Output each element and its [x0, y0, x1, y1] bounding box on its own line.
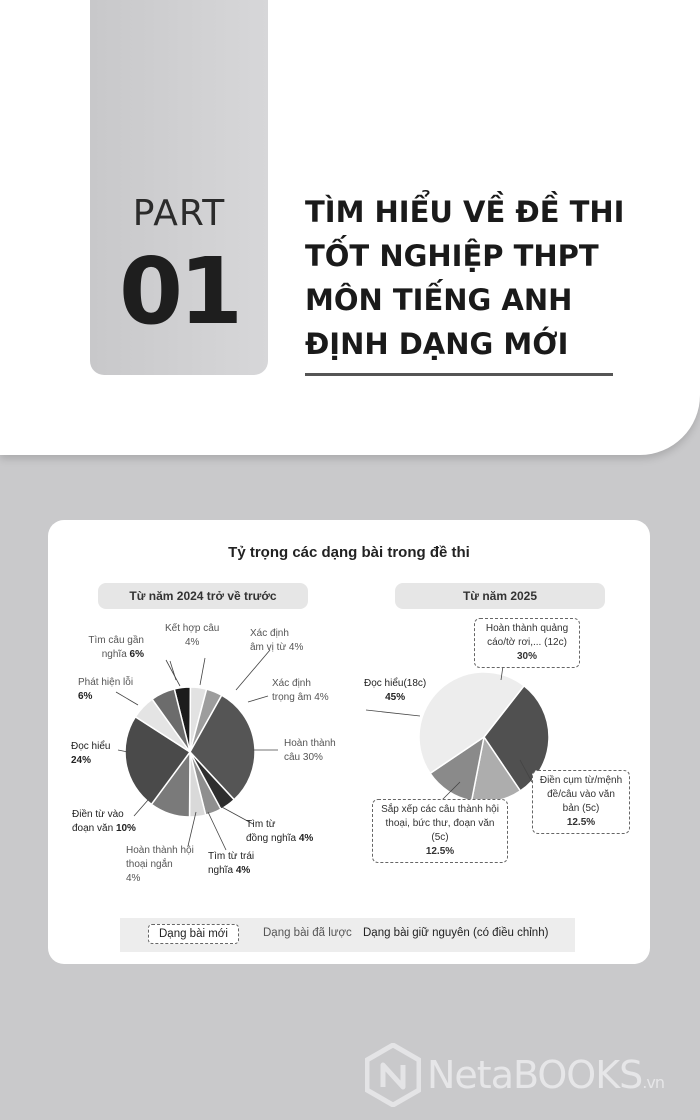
- left-chart-heading: Từ năm 2024 trở về trước: [98, 583, 308, 609]
- label-ket-hop-cau: Kết hợp câu 4%: [165, 623, 220, 648]
- label-phat-hien-loi: Phát hiện lỗi 6%: [78, 677, 134, 702]
- leader-line-1: [200, 658, 205, 685]
- label-hoan-thanh-quang-cao: Hoàn thành quảng cáo/tờ rơi,... (12c) 30%: [474, 618, 580, 668]
- label-doc-hieu-2025: Đọc hiểu(18c) 45%: [364, 678, 427, 703]
- leader-line-4: [166, 660, 180, 686]
- label-sap-xep: Sắp xếp các câu thành hội thoại, bức thư, đoạn văn (5c) 12.5%: [372, 799, 508, 863]
- netabooks-logo-icon: [365, 1043, 421, 1107]
- leader-line-11: [208, 812, 226, 850]
- watermark: [365, 1043, 685, 1109]
- label-tim-tu-trai-nghia: Tìm từ trái nghĩa 4%: [208, 851, 255, 876]
- leader-line-2: [236, 650, 270, 690]
- label-hoan-thanh-cau: Hoàn thành câu 30%: [284, 738, 336, 763]
- title-line-3: MÔN TIẾNG ANH: [305, 283, 573, 317]
- header-section: [0, 0, 700, 455]
- leader-line-3: [248, 696, 268, 702]
- label-xac-dinh-trong-am: Xác định trọng âm 4%: [272, 678, 329, 703]
- part-label: PART: [132, 193, 226, 234]
- label-xac-dinh-am-vi: Xác định âm vị từ 4%: [250, 628, 304, 653]
- label-dien-cum-tu: Điền cụm từ/mệnh đề/câu vào văn bản (5c) 12.5%: [532, 770, 630, 834]
- legend-removed: Dạng bài đã lược: [263, 927, 352, 939]
- card-title: Tỷ trọng các dạng bài trong đề thi: [228, 544, 470, 561]
- label-tim-tu-dong-nghia: Tìm từ đồng nghĩa 4%: [246, 819, 314, 844]
- chart-card: [48, 520, 650, 964]
- leader-line-8: [134, 800, 148, 816]
- part-number: 01: [118, 238, 240, 345]
- part-tab: [90, 0, 268, 375]
- right-chart-heading: Từ năm 2025: [395, 583, 605, 609]
- leader-line-13: [366, 710, 420, 716]
- label-dien-tu-vao-doan-van: Điền từ vào đoạn văn 10%: [72, 809, 136, 834]
- legend-new: Dạng bài mới: [148, 924, 239, 944]
- title-line-4: ĐỊNH DẠNG MỚI: [305, 327, 569, 361]
- title-line-2: TỐT NGHIỆP THPT: [305, 239, 599, 273]
- title-underline: [305, 373, 613, 376]
- pie-chart-2024: [48, 520, 650, 964]
- legend-kept: Dạng bài giữ nguyên (có điều chỉnh): [363, 927, 549, 939]
- label-tim-cau-gan-nghia: Tìm câu gần nghĩa 6%: [88, 635, 144, 660]
- title-line-1: TÌM HIỂU VỀ ĐỀ THI: [305, 195, 625, 229]
- watermark-text: NetaBOOKS.vn: [427, 1053, 664, 1097]
- legend: [120, 918, 575, 952]
- chapter-title: [305, 190, 625, 366]
- label-hoan-thanh-hoi-thoai: Hoàn thành hội thoại ngắn 4%: [126, 845, 194, 884]
- label-doc-hieu-2024: Đọc hiểu 24%: [71, 741, 111, 766]
